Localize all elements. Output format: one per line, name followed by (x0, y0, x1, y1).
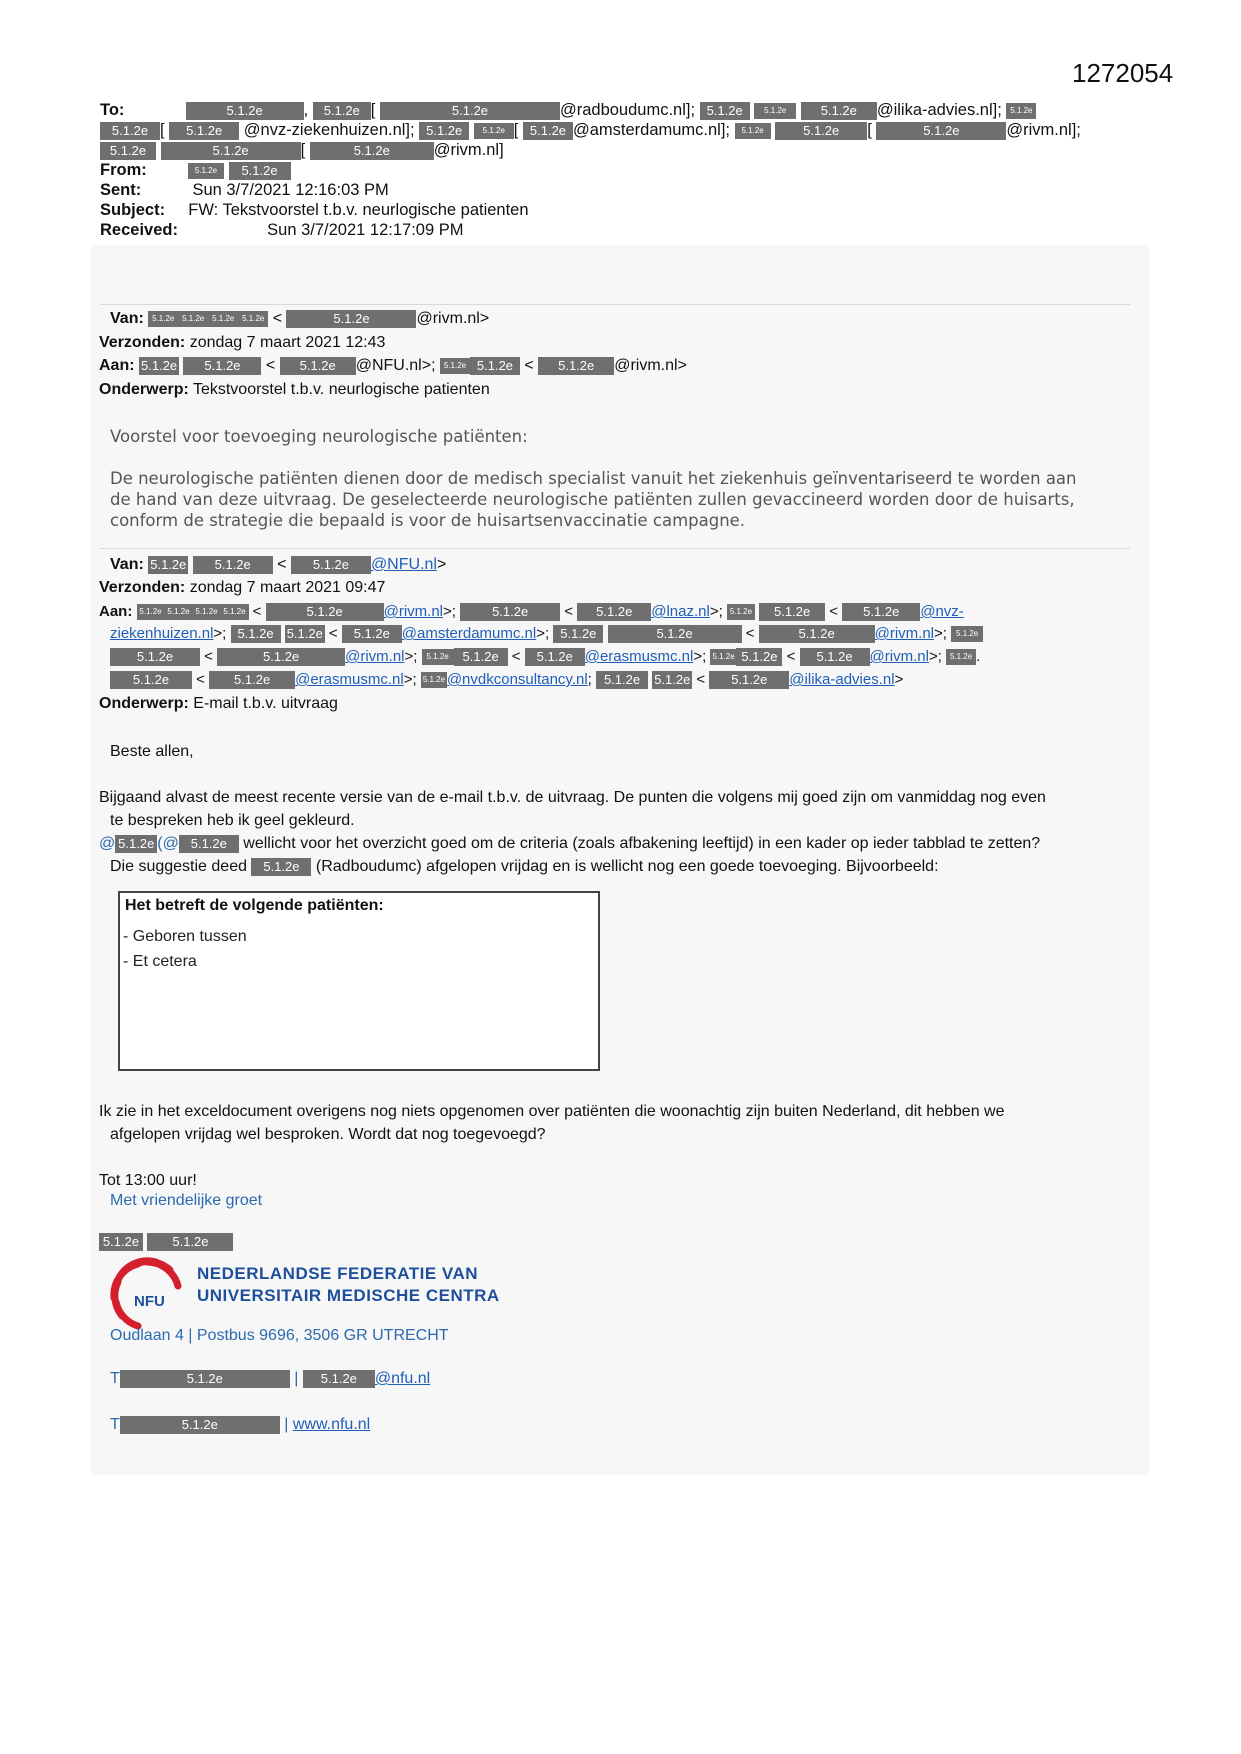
redaction: 5.1.2e (150, 556, 187, 572)
email-link[interactable]: @nvz- (920, 603, 964, 620)
redaction: 5.1.2e (801, 102, 877, 120)
greeting: Beste allen, (110, 743, 194, 760)
redaction: 5.1.2e (161, 142, 301, 160)
regards: Met vriendelijke groet (110, 1192, 263, 1209)
signature-name (99, 1233, 233, 1251)
outer-from-row (100, 160, 291, 180)
body-line: Ik zie in het exceldocument overigens nog niets opgenomen over patiënten die woonachtig zijn buiten Nederland, dit hebben we (99, 1103, 1005, 1120)
received-label: Received: (100, 221, 178, 239)
to-domain: @radboudumc.nl]; (559, 101, 696, 119)
msg1-onderwerp-row: Onderwerp: Tekstvoorstel t.b.v. neurlogische patienten (99, 381, 490, 398)
redaction: 5.1.2e (710, 649, 736, 665)
redaction: 5.1.2e (421, 672, 447, 688)
subject-value: FW: Tekstvoorstel t.b.v. neurlogische patienten (188, 201, 529, 219)
document-number: 1272054 (1072, 58, 1174, 88)
redaction: 5.1.2e (951, 626, 983, 642)
redaction: 5.1.2e (231, 625, 281, 643)
phone-row: T 5.1.2e | www.nfu.nl (110, 1416, 371, 1434)
separator (100, 548, 1130, 549)
redaction: 5.1.2e (209, 671, 295, 689)
redaction: 5.1.2e (313, 102, 371, 120)
redaction: 5.1.2e (474, 123, 514, 139)
email-link[interactable]: @nfu.nl (374, 1370, 431, 1388)
redaction: 5.1.2e (460, 603, 560, 621)
redaction: 5.1.2e (110, 671, 192, 689)
redaction: 5.1.2e (1006, 103, 1036, 119)
redaction: 5.1.2e (727, 604, 755, 620)
outer-to-row-2: 5.1.2e [ 5.1.2e @nvz-ziekenhuizen.nl]; 5.1.2e 5.1.2e [ 5.1.2e @amsterdamumc.nl]; 5.1.2e 5.1.2e [ 5.1.2e @rivm.nl]; (100, 120, 1081, 140)
to-domain: @amsterdamumc.nl]; (572, 121, 731, 139)
outer-subject-row (100, 200, 529, 220)
received-value: Sun 3/7/2021 12:17:09 PM (267, 221, 464, 239)
msg1-aan-row: Aan: 5.1.2e 5.1.2e < 5.1.2e @NFU.nl>; 5.1.2e 5.1.2e < 5.1.2e @rivm.nl> (99, 357, 687, 374)
redaction: 5.1.2e (186, 102, 304, 120)
redaction: 5.1.2e (179, 835, 239, 853)
redaction: 5.1.2e (165, 604, 193, 620)
to-domain: @rivm.nl] (433, 141, 504, 159)
redaction: 5.1.2e (800, 648, 870, 666)
nfu-logo-mark (108, 1256, 186, 1332)
body-line: afgelopen vrijdag wel besproken. Wordt dat nog toegevoegd? (110, 1126, 546, 1143)
msg2-aan-row-4: 5.1.2e < 5.1.2e @erasmusmc.nl>; 5.1.2e @nvdkconsultancy.nl; 5.1.2e 5.1.2e < 5.1.2e @ilika-advies.nl> (110, 668, 903, 691)
redaction: 5.1.2e (759, 603, 825, 621)
redaction: 5.1.2e (120, 1370, 290, 1388)
msg1-body-line: conform de strategie die bepaald is voor de huisartsenvaccinatie campagne. (110, 511, 746, 530)
redaction: 5.1.2e (538, 357, 614, 375)
svg-text:NFU: NFU (134, 1293, 165, 1310)
redaction: 5.1.2e (842, 603, 920, 621)
outer-sent-row (100, 180, 389, 200)
redaction: 5.1.2e (419, 122, 469, 140)
redaction: 5.1.2e (208, 311, 238, 327)
redaction: 5.1.2e (577, 603, 651, 621)
redaction: 5.1.2e (596, 671, 648, 689)
org-name-line: NEDERLANDSE FEDERATIE VAN (197, 1264, 479, 1283)
msg2-aan-row-3: 5.1.2e < 5.1.2e @rivm.nl>; 5.1.2e 5.1.2e < 5.1.2e @erasmusmc.nl>; 5.1.2e 5.1.2e < 5.1.2e @rivm.nl>; 5.1.2e . (110, 645, 980, 668)
redaction: 5.1.2e (553, 625, 603, 643)
redaction: 5.1.2e (876, 122, 1006, 140)
redaction: 5.1.2e (178, 311, 208, 327)
outer-to-row-1: To: 5.1.2e , 5.1.2e [ 5.1.2e @radboudumc.nl]; 5.1.2e 5.1.2e 5.1.2e @ilika-advies.nl]; 5.1.2e (100, 100, 1036, 120)
redaction: 5.1.2e (291, 556, 371, 574)
subject-label: Subject: (100, 201, 166, 219)
email-link[interactable]: @erasmusmc.nl (584, 648, 694, 665)
body-line: te bespreken heb ik geel gekleurd. (110, 812, 355, 829)
redaction: 5.1.2e (286, 626, 323, 642)
to-label: To: (100, 101, 125, 119)
redaction: 5.1.2e (115, 835, 157, 853)
criteria-box-title: Het betreft de volgende patiënten: (125, 897, 384, 914)
redaction: 5.1.2e (422, 649, 454, 665)
redaction: 5.1.2e (709, 671, 789, 689)
redaction: 5.1.2e (100, 122, 160, 140)
redaction: 5.1.2e (217, 648, 345, 666)
redaction: 5.1.2e (735, 123, 771, 139)
redaction: 5.1.2e (169, 122, 239, 140)
msg2-van-row: Van: 5.1.2e 5.1.2e < 5.1.2e @NFU.nl> (110, 556, 447, 573)
redaction: 5.1.2e (303, 1370, 375, 1388)
redaction: 5.1.2e (700, 102, 750, 120)
outer-to-row-3: 5.1.2e 5.1.2e [ 5.1.2e @rivm.nl] (100, 140, 504, 160)
msg1-van-row: Van: 5.1.2e 5.1.2e 5.1.2e 5.1.2e < 5.1.2e @rivm.nl> (110, 310, 490, 327)
redaction: 5.1.2e (137, 604, 165, 620)
redaction: 5.1.2e (946, 649, 976, 665)
msg2-verzonden-row: Verzonden: zondag 7 maart 2021 09:47 (99, 579, 386, 596)
sent-value: Sun 3/7/2021 12:16:03 PM (192, 181, 389, 199)
from-label: From: (100, 161, 147, 179)
redaction: 5.1.2e (188, 163, 224, 179)
redaction: 5.1.2e (775, 122, 867, 140)
criteria-box-item: - Et cetera (123, 953, 197, 970)
email-link[interactable]: @rivm.nl (345, 648, 405, 665)
email-link[interactable]: @lnaz.nl (651, 603, 710, 620)
redaction: 5.1.2e (141, 357, 178, 373)
org-name-line: UNIVERSITAIR MEDISCHE CENTRA (197, 1286, 500, 1305)
redaction: 5.1.2e (221, 604, 249, 620)
email-link[interactable]: @rivm.nl (874, 625, 935, 642)
msg2-aan-row-1: Aan: 5.1.2e 5.1.2e 5.1.2e 5.1.2e < 5.1.2e @rivm.nl>; 5.1.2e < 5.1.2e @lnaz.nl>; 5.1.2e 5.1.2e < 5.1.2e @nvz- (99, 603, 964, 620)
msg1-body-line: de hand van deze uitvraag. De geselecteerde neurologische patiënten zullen gevaccineerd worden door de huisarts, (110, 490, 1075, 509)
redaction: 5.1.2e (525, 648, 585, 666)
redaction: 5.1.2e (229, 162, 291, 180)
email-link[interactable]: @NFU.nl (370, 556, 437, 573)
redaction: 5.1.2e (608, 625, 742, 643)
redaction: 5.1.2e (99, 1233, 143, 1251)
msg1-body-line: Voorstel voor toevoeging neurologische patiënten: (110, 427, 528, 446)
redaction: 5.1.2e (754, 103, 796, 119)
msg2-onderwerp-row: Onderwerp: E-mail t.b.v. uitvraag (99, 695, 338, 712)
separator (100, 304, 1130, 305)
body-line: Die suggestie deed 5.1.2e (Radboudumc) afgelopen vrijdag en is wellicht nog een goede toevoeging. Bijvoorbeeld: (110, 858, 939, 875)
redaction: 5.1.2e (147, 1233, 233, 1251)
redaction: 5.1.2e (310, 142, 434, 160)
msg1-body-line: De neurologische patiënten dienen door de medisch specialist vanuit het ziekenhuis geïnventariseerd te worden aan (110, 469, 1077, 488)
closing: Tot 13:00 uur! (99, 1172, 197, 1189)
redaction: 5.1.2e (183, 357, 261, 375)
email-link[interactable]: @rivm.nl (869, 648, 929, 665)
body-line: @ 5.1.2e (@ 5.1.2e wellicht voor het overzicht goed om de criteria (zoals afbakening leeftijd) in een kader op ieder tabblad te zetten? (99, 835, 1041, 852)
criteria-box (118, 891, 600, 1071)
redaction: 5.1.2e (736, 648, 782, 666)
redaction: 5.1.2e (251, 858, 311, 876)
redaction: 5.1.2e (454, 648, 508, 666)
email-link[interactable]: ziekenhuizen.nl (110, 625, 214, 642)
email-link[interactable]: @rivm.nl (383, 603, 444, 620)
email-link[interactable]: @erasmusmc.nl (295, 671, 404, 688)
outer-received-row (100, 220, 463, 240)
redaction: 5.1.2e (193, 604, 221, 620)
redaction: 5.1.2e (440, 358, 470, 374)
website-link[interactable]: www.nfu.nl (292, 1416, 371, 1434)
redaction: 5.1.2e (523, 122, 573, 140)
email-link[interactable]: @ilika-advies.nl (789, 671, 895, 688)
redaction: 5.1.2e (266, 603, 384, 621)
phone-row: T 5.1.2e | 5.1.2e @nfu.nl (110, 1370, 431, 1388)
sent-label: Sent: (100, 181, 142, 199)
body-line: Bijgaand alvast de meest recente versie van de e-mail t.b.v. de uitvraag. De punten die volgens mij goed zijn om vanmiddag nog even (99, 789, 1046, 806)
redaction: 5.1.2e (193, 556, 273, 574)
redaction: 5.1.2e (286, 310, 416, 328)
redaction: 5.1.2e (342, 625, 402, 643)
nfu-logo (108, 1256, 186, 1332)
org-address: Oudlaan 4 | Postbus 9696, 3506 GR UTRECHT (110, 1327, 449, 1344)
redaction: 5.1.2e (759, 625, 875, 643)
msg1-verzonden-row: Verzonden: zondag 7 maart 2021 12:43 (99, 334, 386, 351)
email-link[interactable]: @nvdkconsultancy.nl (446, 671, 588, 688)
redaction: 5.1.2e (380, 102, 560, 120)
redaction: 5.1.2e (654, 672, 691, 688)
redaction: 5.1.2e (280, 357, 356, 375)
email-link[interactable]: @amsterdamumc.nl (401, 625, 537, 642)
redaction: 5.1.2e (100, 142, 156, 160)
redaction: 5.1.2e (148, 311, 178, 327)
redaction: 5.1.2e (120, 1416, 280, 1434)
to-domain: @nvz-ziekenhuizen.nl]; (243, 121, 415, 139)
to-domain: @rivm.nl]; (1006, 121, 1081, 139)
msg2-aan-row-2: ziekenhuizen.nl>; 5.1.2e 5.1.2e < 5.1.2e @amsterdamumc.nl>; 5.1.2e 5.1.2e < 5.1.2e @rivm.nl>; 5.1.2e (110, 622, 983, 645)
redaction: 5.1.2e (470, 357, 520, 375)
redaction: 5.1.2e (110, 648, 200, 666)
criteria-box-item: - Geboren tussen (123, 928, 247, 945)
redaction: 5.1.2e (238, 311, 268, 327)
to-domain: @ilika-advies.nl]; (876, 101, 1002, 119)
